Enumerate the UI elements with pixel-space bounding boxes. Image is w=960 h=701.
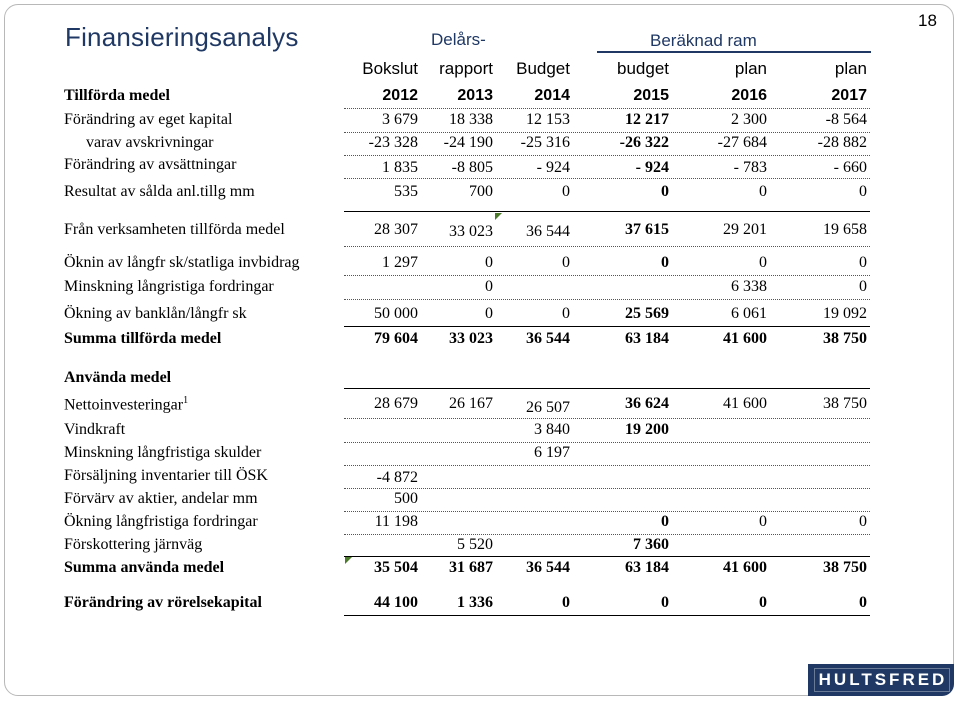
row-divider	[344, 615, 870, 616]
row-divider	[344, 465, 870, 466]
cell: -27 684	[717, 134, 767, 151]
year-2013: 2013	[457, 87, 493, 104]
year-2017: 2017	[831, 87, 867, 104]
table-row	[0, 254, 960, 274]
cell: 29 201	[723, 221, 767, 238]
table-row	[0, 156, 960, 176]
years-row	[0, 87, 960, 107]
cell: 700	[469, 183, 493, 200]
cell: 26 507	[526, 399, 570, 416]
cell: - 783	[733, 159, 767, 176]
cell: 2 300	[731, 111, 767, 128]
header-delars: Delårs-	[431, 30, 486, 49]
cell: -8 564	[825, 111, 867, 128]
cell: 6 061	[731, 305, 767, 322]
cell: 38 750	[823, 330, 867, 347]
cell: 0	[485, 254, 493, 271]
cell: 31 687	[449, 559, 493, 576]
row-label: Förändring av avsättningar	[64, 156, 237, 173]
header-beraknad-ram: Beräknad ram	[650, 31, 757, 50]
cell: 25 569	[625, 305, 669, 322]
cell: 50 000	[374, 305, 418, 322]
table-row-total	[0, 559, 960, 579]
table-row	[0, 490, 960, 510]
cell: -24 190	[443, 134, 493, 151]
row-divider	[344, 275, 870, 276]
cell: 0	[859, 254, 867, 271]
section-header	[0, 369, 960, 389]
table-row-total	[0, 330, 960, 350]
footnote-marker: 1	[183, 395, 189, 406]
row-label: Förvärv av aktier, andelar mm	[64, 490, 258, 507]
cell: 79 604	[374, 330, 418, 347]
cell: 0	[661, 254, 669, 271]
table-row	[0, 221, 960, 241]
row-label: Ökning långfristiga fordringar	[64, 513, 258, 530]
cell: 0	[562, 254, 570, 271]
cell: 38 750	[823, 559, 867, 576]
cell: -26 322	[619, 134, 669, 151]
cell: 35 504	[374, 559, 418, 576]
cell: 12 153	[526, 111, 570, 128]
cell: 3 679	[382, 111, 418, 128]
cell: -28 882	[817, 134, 867, 151]
cell: 3 840	[534, 421, 570, 438]
section-anvanda-label: Använda medel	[64, 369, 172, 386]
cell: 19 658	[823, 221, 867, 238]
cell: 6 338	[731, 278, 767, 295]
table-row	[0, 395, 960, 415]
table-row	[0, 305, 960, 325]
row-label: Vindkraft	[64, 421, 126, 438]
table-row	[0, 513, 960, 533]
header-col-6: plan	[834, 59, 867, 78]
cell: 41 600	[723, 330, 767, 347]
row-label: Öknin av långfr sk/statliga invbidrag	[64, 254, 300, 271]
row-divider	[344, 326, 870, 327]
header-col-1: Bokslut	[362, 59, 418, 78]
cell: 7 360	[633, 536, 669, 553]
row-divider	[344, 511, 870, 512]
row-divider	[344, 132, 870, 133]
row-label: Summa använda medel	[64, 559, 225, 576]
cell: 63 184	[625, 330, 669, 347]
cell: 38 750	[823, 395, 867, 412]
row-label: Förändring av eget kapital	[64, 111, 233, 128]
row-label: Försäljning inventarier till ÖSK	[64, 467, 268, 484]
cell: 11 198	[374, 513, 418, 530]
year-2014: 2014	[534, 87, 570, 104]
row-divider	[344, 299, 870, 300]
cell: 6 197	[534, 444, 570, 461]
table-row	[0, 467, 960, 487]
cell: 0	[661, 594, 669, 611]
cell: -25 316	[520, 134, 570, 151]
table-row	[0, 536, 960, 556]
cell: 0	[759, 594, 767, 611]
cell: 28 679	[374, 395, 418, 412]
row-divider	[344, 556, 870, 557]
header-col-5: plan	[734, 59, 767, 78]
row-label: Resultat av sålda anl.tillg mm	[64, 183, 255, 200]
row-divider	[344, 488, 870, 489]
cell: 19 092	[823, 305, 867, 322]
cell: 12 217	[625, 111, 669, 128]
cell: 28 307	[374, 221, 418, 238]
row-label: Ökning av banklån/långfr sk	[64, 305, 247, 322]
table-row	[0, 444, 960, 464]
cell: 26 167	[449, 395, 493, 412]
table-row	[0, 183, 960, 203]
cell: 41 600	[723, 395, 767, 412]
row-divider	[344, 246, 870, 247]
cell: 18 338	[449, 111, 493, 128]
row-label-text: Nettoinvesteringar	[64, 396, 184, 414]
cell: - 660	[833, 159, 867, 176]
row-divider	[344, 178, 870, 179]
cell: 0	[485, 278, 493, 295]
cell: 1 297	[382, 254, 418, 271]
row-label: varav avskrivningar	[86, 134, 214, 151]
cell: 0	[759, 254, 767, 271]
cell: -4 872	[376, 469, 418, 486]
cell: 0	[562, 305, 570, 322]
cell: 36 624	[625, 395, 669, 412]
cell: 0	[859, 183, 867, 200]
cell: 36 544	[526, 330, 570, 347]
cell: 36 544	[526, 223, 570, 240]
cell: 41 600	[723, 559, 767, 576]
header-col-3: Budget	[516, 59, 570, 78]
cell: 0	[859, 278, 867, 295]
cell: 0	[485, 305, 493, 322]
cell: 0	[661, 513, 669, 530]
cell: 0	[562, 594, 570, 611]
row-divider	[344, 211, 870, 212]
row-label: Summa tillförda medel	[64, 330, 222, 347]
page-title: Finansieringsanalys	[65, 22, 299, 52]
cell: 0	[661, 183, 669, 200]
row-label: Förändring av rörelsekapital	[64, 594, 262, 611]
cell: 0	[759, 183, 767, 200]
table-row	[0, 421, 960, 441]
cell: 1 336	[457, 594, 493, 611]
cell: 0	[859, 594, 867, 611]
row-divider	[344, 534, 870, 535]
row-label: Från verksamheten tillförda medel	[64, 221, 285, 238]
cell: - 924	[635, 159, 669, 176]
row-label: Minskning långfristiga skulder	[64, 444, 262, 461]
row-label	[64, 395, 188, 414]
cell: 33 023	[449, 223, 493, 240]
cell-marker	[495, 213, 502, 220]
table-row	[0, 278, 960, 298]
year-2015: 2015	[633, 87, 669, 104]
page-number: 18	[918, 11, 937, 30]
cell: 0	[759, 513, 767, 530]
cell: 19 200	[625, 421, 669, 438]
cell: 36 544	[526, 559, 570, 576]
cell: 63 184	[625, 559, 669, 576]
cell: -8 805	[451, 159, 493, 176]
row-label: Minskning långristiga fordringar	[64, 278, 274, 295]
table-row	[0, 134, 960, 154]
cell: 5 520	[457, 536, 493, 553]
cell: 500	[394, 490, 418, 507]
header-ram-line	[597, 51, 871, 53]
year-2016: 2016	[731, 87, 767, 104]
cell: 44 100	[374, 594, 418, 611]
cell: 0	[562, 183, 570, 200]
cell: 33 023	[449, 330, 493, 347]
header-col-2: rapport	[439, 59, 493, 78]
row-divider	[344, 442, 870, 443]
cell: 535	[394, 183, 418, 200]
header-col-4: budget	[617, 59, 669, 78]
row-divider	[344, 388, 870, 389]
brand-logo-text: HULTSFRED	[818, 670, 948, 689]
year-2012: 2012	[382, 87, 418, 104]
table-row-total	[0, 594, 960, 614]
table-row	[0, 111, 960, 131]
cell: - 924	[536, 159, 570, 176]
years-underline	[344, 108, 870, 109]
row-divider	[344, 418, 870, 419]
section-tillforda-label: Tillförda medel	[64, 87, 170, 104]
row-label: Förskottering järnväg	[64, 536, 203, 553]
cell: 37 615	[625, 221, 669, 238]
cell: -23 328	[368, 134, 418, 151]
cell: 1 835	[382, 159, 418, 176]
cell: 0	[859, 513, 867, 530]
